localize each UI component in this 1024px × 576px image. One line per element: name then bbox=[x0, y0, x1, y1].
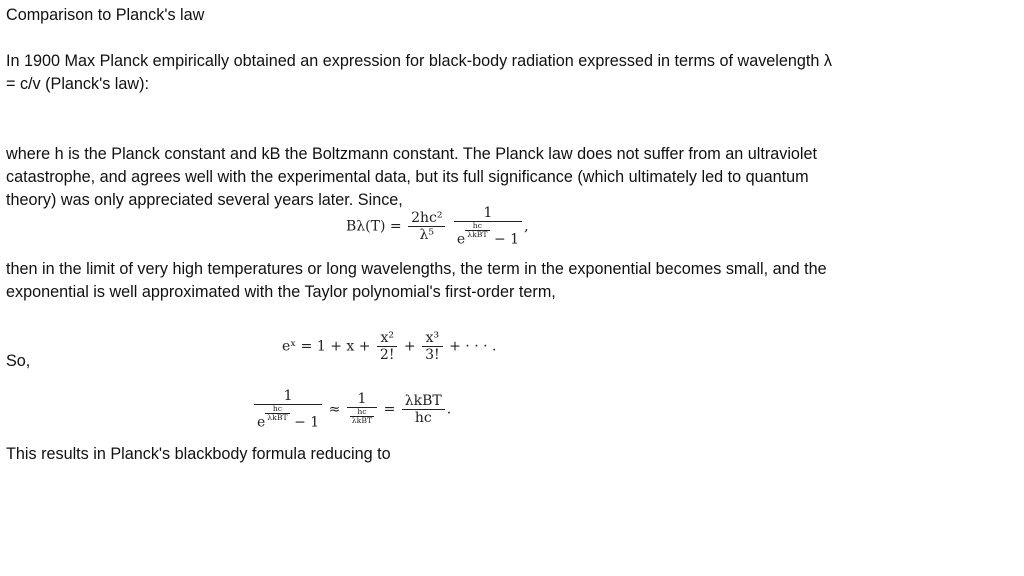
so-label: So, bbox=[6, 352, 31, 370]
approx-den-2 bbox=[347, 408, 377, 427]
planck-num-2: 1 bbox=[454, 205, 522, 222]
taylor-num-2: x³ bbox=[422, 330, 443, 347]
planck-exp-num: hc bbox=[465, 222, 489, 231]
planck-exp-den: λkBT bbox=[467, 230, 488, 240]
taylor-lhs: eˣ = 1 + x + bbox=[282, 338, 371, 355]
taylor-fraction-2 bbox=[422, 330, 443, 363]
planck-den-1: λ⁵ bbox=[419, 226, 434, 243]
approx-exp-den: λkBT bbox=[267, 413, 288, 423]
approx-trail: . bbox=[446, 401, 452, 418]
planck-equation bbox=[346, 205, 529, 248]
approx-fraction-3 bbox=[402, 393, 445, 426]
approx-fraction-1 bbox=[254, 388, 322, 431]
approx-den-3: hc bbox=[414, 409, 432, 426]
approx-num-2: 1 bbox=[347, 391, 377, 408]
intro-line-1: In 1900 Max Planck empirically obtained an expression for black-body radiation expressed in terms of wavelength λ bbox=[6, 52, 832, 70]
planck-trail: , bbox=[524, 218, 529, 235]
taylor-den-2: 3! bbox=[425, 347, 440, 364]
planck-fraction-2 bbox=[454, 205, 522, 248]
taylor-den-1: 2! bbox=[379, 347, 395, 364]
approx-equals: = bbox=[383, 401, 396, 418]
taylor-fraction-1 bbox=[377, 330, 398, 363]
planck-fraction-1 bbox=[408, 210, 445, 243]
approx-sign: ≈ bbox=[328, 401, 341, 418]
where-line-2: catastrophe, and agrees well with the experimental data, but its full significance (which ultimately led to quantum bbox=[6, 168, 809, 186]
then-line-1: then in the limit of very high temperatures or long wavelengths, the term in the exponential becomes small, and the bbox=[6, 260, 827, 278]
results-line: This results in Planck's blackbody formula reducing to bbox=[6, 445, 391, 463]
taylor-equation bbox=[282, 330, 496, 363]
approx-exp-num: hc bbox=[265, 405, 289, 414]
approx-minus-one: − 1 bbox=[294, 414, 320, 431]
approx-den2-num: hc bbox=[350, 408, 374, 417]
approx-num-1: 1 bbox=[254, 388, 322, 405]
approx-fraction-2 bbox=[347, 391, 377, 427]
then-line-2: exponential is well approximated with the Taylor polynomial's first-order term, bbox=[6, 283, 556, 301]
approx-num-3: λkBT bbox=[402, 393, 445, 410]
planck-den-2: e $\frac{hc}{\text{λkBT}}$ − 1 bbox=[456, 221, 520, 248]
where-line-3: theory) was only appreciated several years later. Since, bbox=[6, 191, 403, 209]
approx-den-1: e $\frac{hc}{\text{λkBT}}$ − 1 bbox=[257, 404, 320, 431]
taylor-tail: + · · · . bbox=[449, 338, 497, 355]
page-title: Comparison to Planck's law bbox=[6, 6, 205, 24]
planck-minus-one: − 1 bbox=[493, 231, 520, 248]
planck-num-1: 2hc² bbox=[408, 210, 445, 227]
taylor-num-1: x² bbox=[377, 330, 398, 347]
intro-line-2: = c/v (Planck's law): bbox=[6, 75, 149, 93]
approx-equation bbox=[252, 388, 451, 431]
taylor-plus: + bbox=[403, 338, 416, 355]
approx-den2-den: λkBT bbox=[351, 416, 373, 426]
planck-lhs: Bλ(T) = bbox=[346, 218, 402, 235]
where-line-1: where h is the Planck constant and kB the Boltzmann constant. The Planck law does not suffer from an ultraviolet bbox=[6, 145, 818, 163]
